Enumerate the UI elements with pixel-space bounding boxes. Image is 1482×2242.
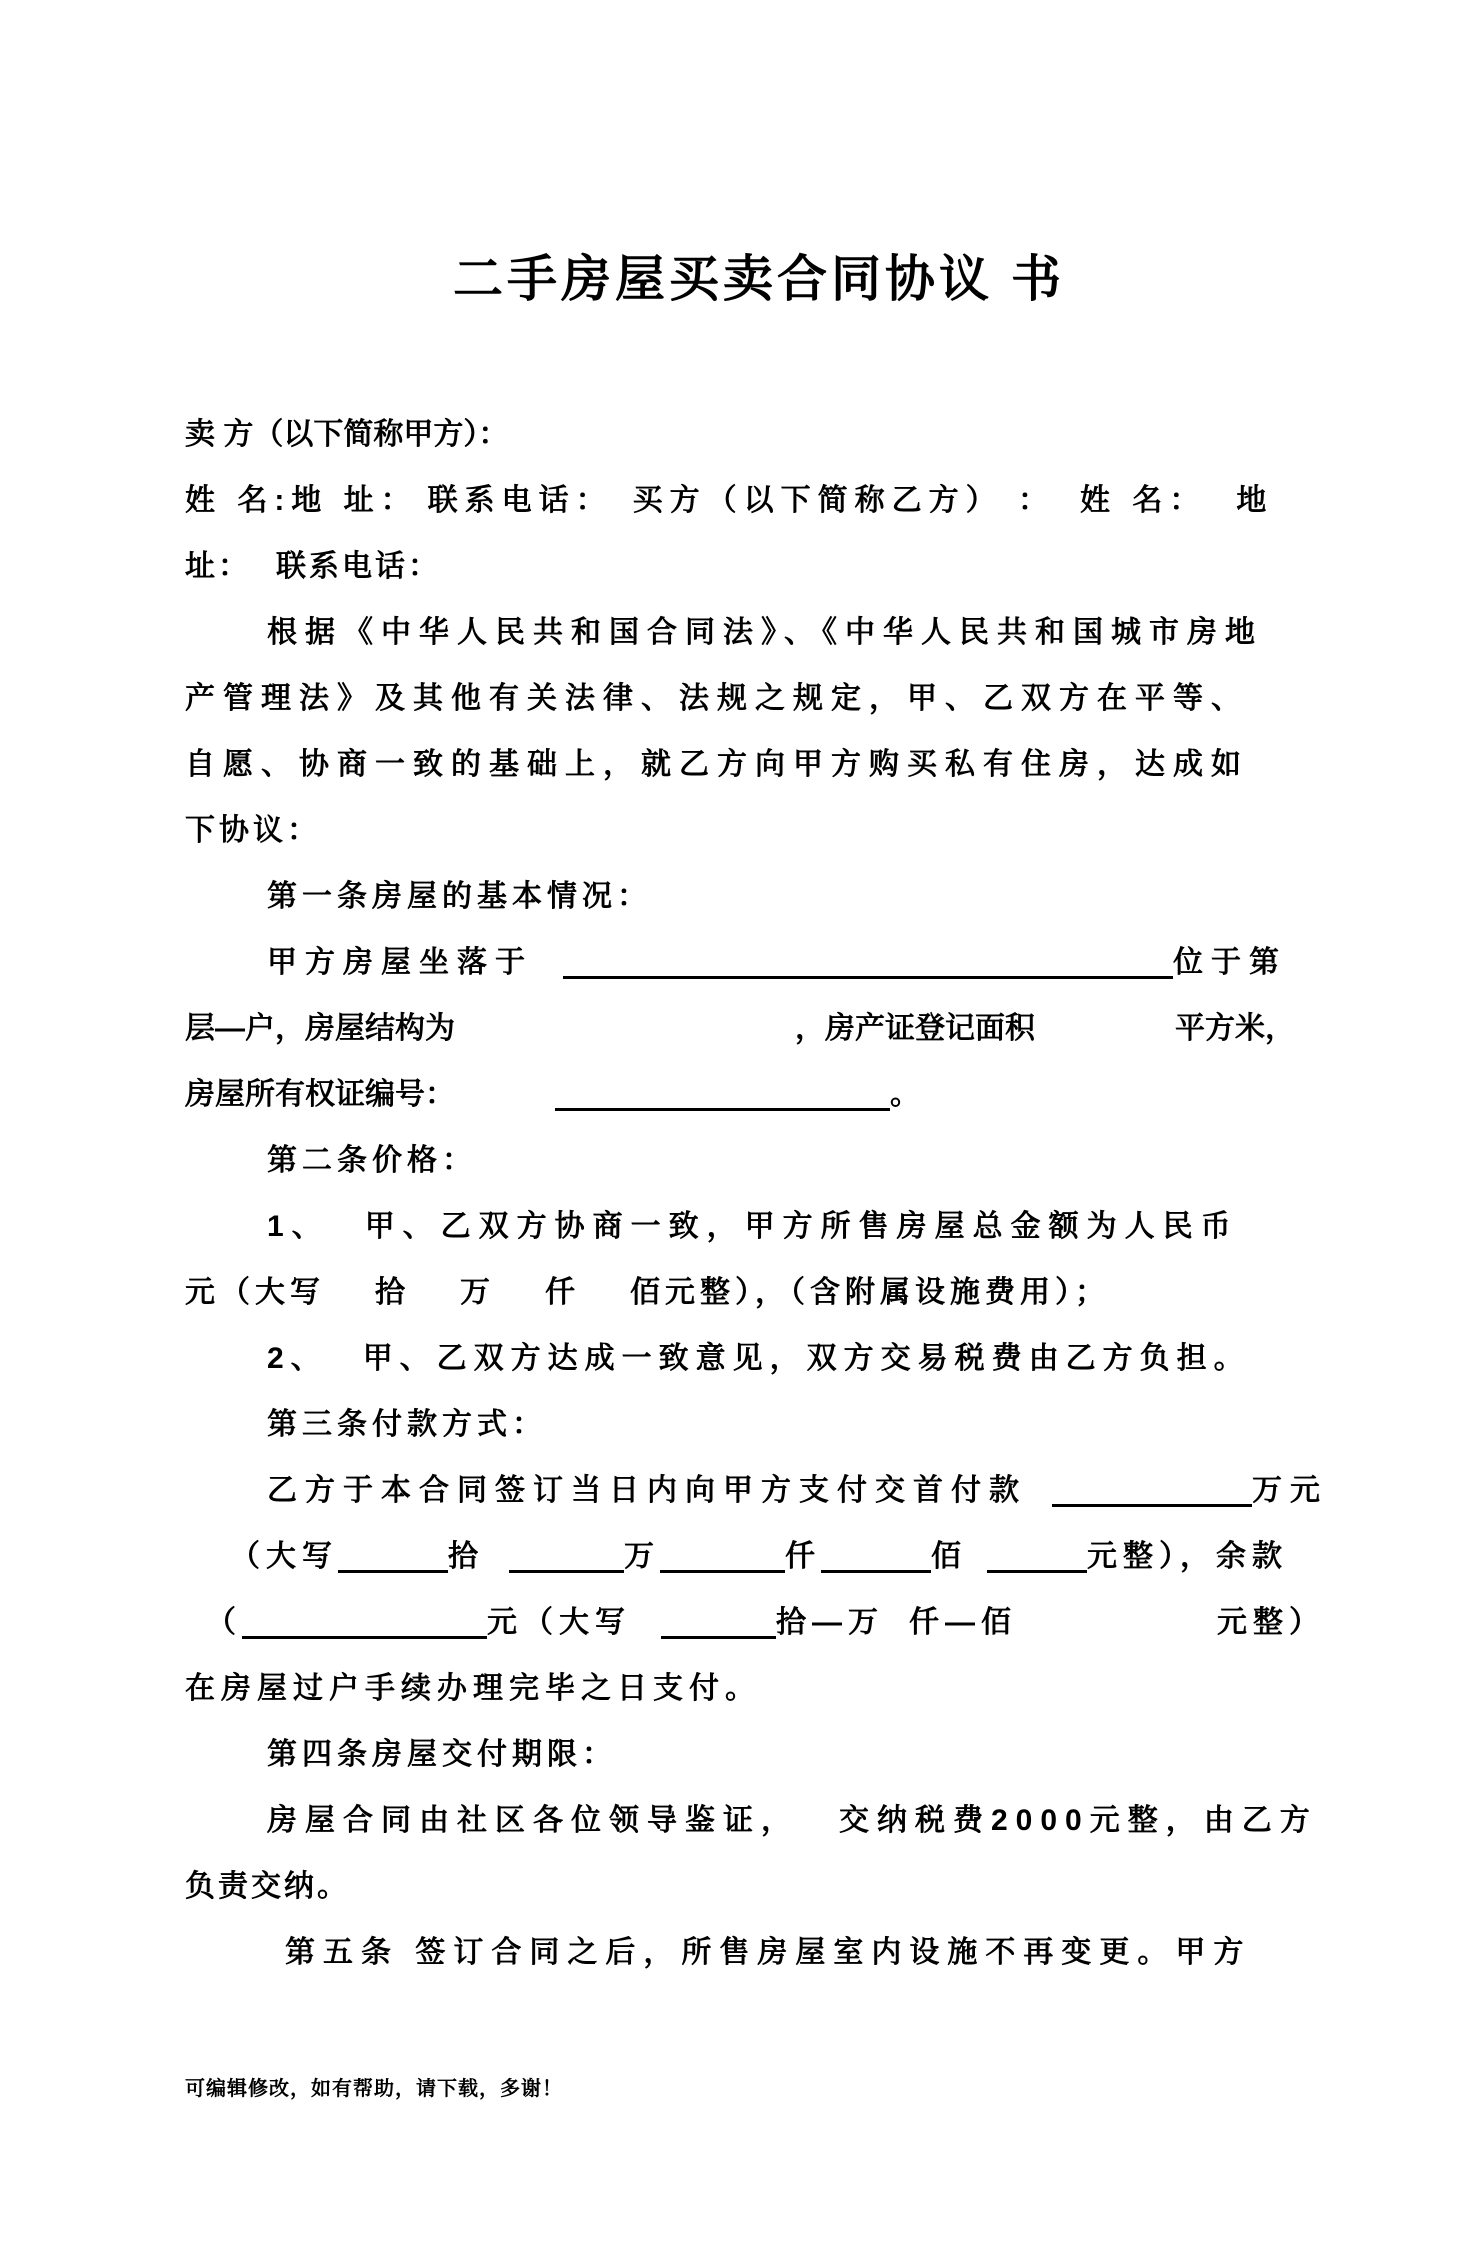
blank-gap — [580, 1300, 630, 1302]
text-run: 根据《中华人民共和国合同法》、《中华人民共和国城市房地 — [267, 616, 1263, 649]
text-run: 联系电话： — [427, 484, 613, 517]
document-body — [0, 402, 1482, 1986]
contract-line — [0, 1722, 1482, 1788]
text-run: 房屋合同由社区各位领导鉴证， — [267, 1804, 799, 1837]
text-run: 佰元整），（含附属设施费用）； — [630, 1276, 1110, 1309]
fill-in-blank — [555, 1078, 890, 1111]
contract-line — [0, 1392, 1482, 1458]
text-run: 址： — [185, 550, 251, 583]
contract-line — [0, 930, 1482, 996]
contract-line — [0, 1656, 1482, 1722]
text-run: 产管理法》及其他有关法律、法规之规定，甲、乙双方在平等、 — [185, 682, 1249, 715]
text-run: 万元 — [1252, 1474, 1328, 1507]
contract-line — [0, 534, 1482, 600]
blank-gap — [533, 970, 563, 972]
fill-in-blank — [242, 1606, 487, 1639]
text-run: 第二条价格： — [267, 1144, 477, 1177]
blank-gap — [1017, 1630, 1217, 1632]
text-run: 买方（以下简称乙方） ： — [632, 484, 1056, 517]
text-run: （ — [206, 1606, 242, 1639]
blank-gap — [325, 1300, 375, 1302]
text-run: 位于第 — [1173, 946, 1287, 979]
contract-line — [0, 666, 1482, 732]
text-run: 地 — [1236, 484, 1274, 517]
document-title: 二手房屋买卖合同协议 书 — [453, 251, 1065, 307]
text-run: 在房屋过户手续办理完毕之日支付。 — [185, 1672, 761, 1705]
contract-line — [0, 1128, 1482, 1194]
text-run: 仟—佰 — [909, 1606, 1017, 1639]
contract-line — [0, 402, 1482, 468]
fill-in-blank — [661, 1606, 776, 1639]
text-run: 元整），余款 — [1087, 1540, 1288, 1573]
text-run: 元整） — [1217, 1606, 1325, 1639]
blank-gap — [328, 1366, 363, 1368]
contract-line — [0, 1854, 1482, 1920]
fill-in-blank — [1052, 1474, 1252, 1507]
blank-gap — [495, 1300, 545, 1302]
contract-line — [0, 996, 1482, 1062]
text-run: ，房产证登记面积 — [795, 1012, 1035, 1045]
text-run: 甲方房屋坐落于 — [267, 946, 533, 979]
text-run: 乙方于本合同签订当日内向甲方支付交首付款 — [267, 1474, 1027, 1507]
text-run: 2、 — [267, 1342, 328, 1375]
contract-line — [0, 1920, 1482, 1986]
text-run: 仟 — [785, 1540, 821, 1573]
text-run: 平方米， — [1175, 1012, 1295, 1045]
text-run: 姓 名： — [1080, 484, 1207, 517]
text-run: 佰 — [931, 1540, 967, 1573]
blank-gap — [1035, 1036, 1175, 1038]
blank-gap — [1206, 508, 1236, 510]
blank-gap — [799, 1828, 839, 1830]
text-run: 第三条付款方式： — [267, 1408, 547, 1441]
text-run: 元（大写 — [487, 1606, 631, 1639]
text-run: 第一条房屋的基本情况： — [267, 880, 652, 913]
fill-in-blank — [509, 1540, 624, 1573]
blank-gap — [1027, 1498, 1052, 1500]
contract-line — [0, 1062, 1482, 1128]
blank-gap — [251, 574, 276, 576]
contract-line — [0, 798, 1482, 864]
text-run: 万 — [460, 1276, 495, 1309]
blank-gap — [884, 1630, 909, 1632]
contract-line — [0, 1326, 1482, 1392]
contract-line — [0, 1590, 1482, 1656]
contract-line — [0, 600, 1482, 666]
text-run: 。 — [890, 1078, 920, 1111]
text-run: 层—户，房屋结构为 — [185, 1012, 455, 1045]
text-run: 联系电话： — [276, 550, 441, 583]
contract-line — [0, 864, 1482, 930]
blank-gap — [330, 1234, 365, 1236]
text-run: 万 — [624, 1540, 660, 1573]
fill-in-blank — [660, 1540, 785, 1573]
text-run: 卖 方（以下简称甲方）： — [185, 418, 509, 451]
text-run: 甲、乙双方协商一致，甲方所售房屋总金额为人民币 — [364, 1210, 1239, 1243]
contract-line — [0, 1524, 1482, 1590]
blank-gap — [631, 1630, 661, 1632]
contract-line — [0, 732, 1482, 798]
text-run: 第五条 签订合同之后，所售房屋室内设施不再变更。甲方 — [285, 1936, 1252, 1969]
blank-gap — [418, 508, 428, 510]
blank-gap — [484, 1564, 509, 1566]
text-run: 下协议： — [185, 814, 321, 847]
contract-line — [0, 468, 1482, 534]
blank-gap — [1055, 508, 1080, 510]
fill-in-blank — [563, 946, 1173, 979]
text-run: 自愿、协商一致的基础上，就乙方向甲方购买私有住房，达成如 — [185, 748, 1249, 781]
fill-in-blank — [821, 1540, 931, 1573]
text-run: 元（大写 — [185, 1276, 325, 1309]
blank-gap — [967, 1564, 987, 1566]
blank-gap — [455, 1036, 795, 1038]
text-run: 甲、乙双方达成一致意见，双方交易税费由乙方负担。 — [362, 1342, 1251, 1375]
text-run: （大写 — [230, 1540, 338, 1573]
text-run: 拾—万 — [776, 1606, 884, 1639]
text-run: 第四条房屋交付期限： — [267, 1738, 617, 1771]
text-run: 仟 — [545, 1276, 580, 1309]
blank-gap — [410, 1300, 460, 1302]
text-run: 拾 — [375, 1276, 410, 1309]
fill-in-blank — [987, 1540, 1087, 1573]
text-run: 房屋所有权证编号： — [185, 1078, 455, 1111]
text-run: 姓 名:地 址： — [185, 484, 418, 517]
contract-line — [0, 1458, 1482, 1524]
text-run: 负责交纳。 — [185, 1870, 350, 1903]
contract-line — [0, 1788, 1482, 1854]
text-run: 拾 — [448, 1540, 484, 1573]
blank-gap — [455, 1102, 555, 1104]
contract-line — [0, 1194, 1482, 1260]
footer-note: 可编辑修改，如有帮助，请下载，多谢！ — [185, 2078, 563, 2100]
text-run: 1、 — [267, 1210, 330, 1243]
text-run: 交纳税费2000元整，由乙方 — [839, 1804, 1318, 1837]
contract-line — [0, 1260, 1482, 1326]
fill-in-blank — [338, 1540, 448, 1573]
blank-gap — [613, 508, 633, 510]
